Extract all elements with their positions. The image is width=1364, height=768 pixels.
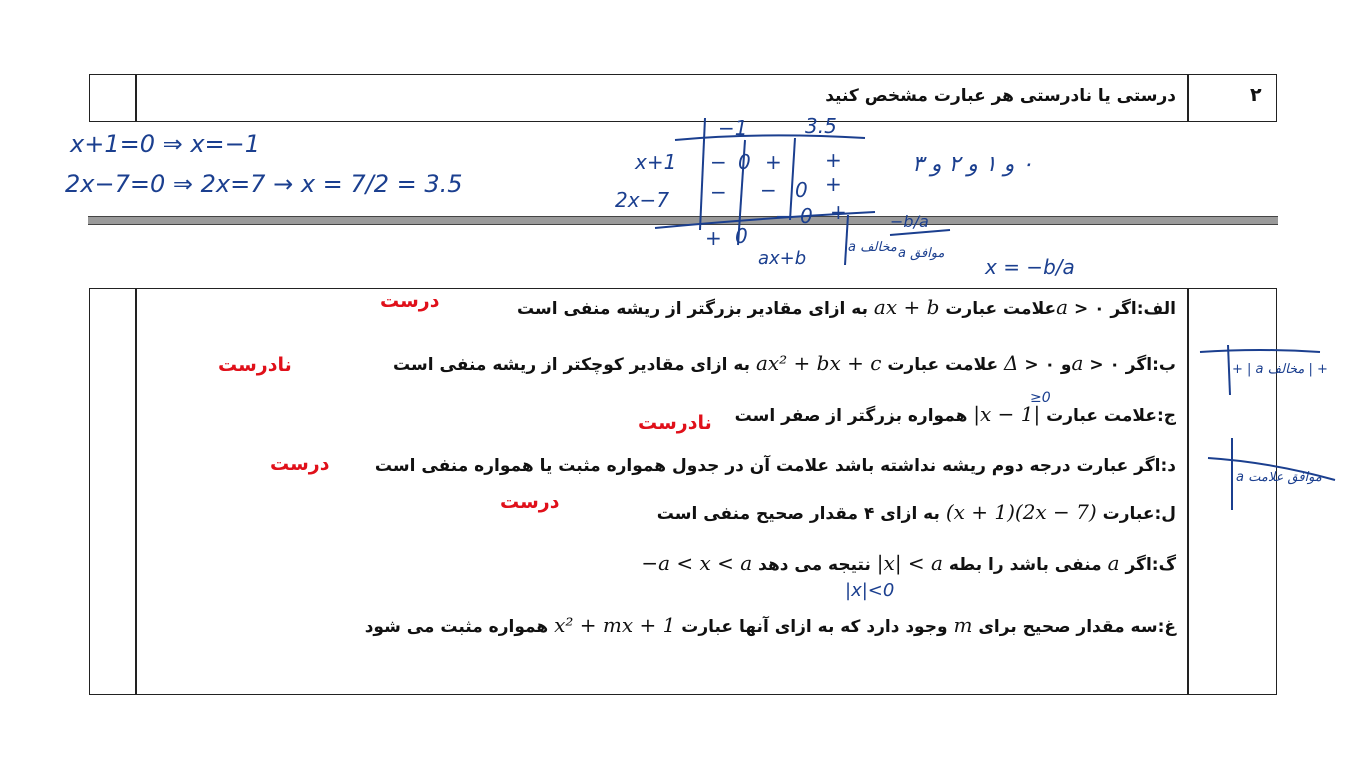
statement-label: د:: [1160, 456, 1176, 476]
verdict-alef: درست: [380, 290, 440, 312]
hw-row1-s2: 0: [738, 150, 751, 174]
hw-row2-s1: −: [710, 180, 727, 204]
statement-label: الف:: [1136, 299, 1176, 319]
margin-line: [1228, 345, 1230, 395]
math: |x − 1|: [973, 402, 1041, 426]
math: Δ: [1004, 351, 1019, 375]
statement-text: به ازای مقادیر کوچکتر از ریشه منفی است: [393, 355, 756, 375]
statement-label: گ:: [1151, 555, 1176, 575]
hw-row2-s3: 0: [795, 178, 808, 202]
question-title: درستی یا نادرستی هر عبارت مشخص کنید: [825, 86, 1176, 106]
statement-text: علامت عبارت: [1040, 406, 1157, 426]
math: (x + 1)(2x − 7): [945, 500, 1097, 524]
hw-row1-label: x+1: [635, 150, 677, 174]
statement-label: غ:: [1157, 617, 1176, 637]
math: a: [1107, 551, 1120, 575]
statement-text: اگر ۰ <: [1083, 355, 1153, 375]
verdict-be: نادرست: [218, 354, 292, 376]
hw-row2-label: 2x−7: [615, 188, 670, 212]
statement-text: منفی باشد را بطه: [942, 555, 1108, 575]
statement-text: به ازای ۴ مقدار صحیح منفی است: [656, 504, 946, 524]
statement-text: به ازای مقادیر بزرگتر از ریشه منفی است: [517, 299, 874, 319]
hw-result-1: +: [705, 226, 722, 250]
hw-note-g: |x|<0: [845, 580, 895, 601]
statement-text: اگر عبارت درجه دوم ریشه نداشته باشد علامت آن در جدول همواره مثبت یا همواره منفی است: [374, 456, 1161, 476]
hw-row2-s4: +: [825, 172, 842, 196]
statement-label: ج:: [1156, 406, 1176, 426]
hw-root-small: −b/a: [890, 212, 929, 231]
sign-table-line: [700, 118, 705, 230]
hw-rule-same: موافق a: [898, 246, 945, 261]
hw-result-5: +: [830, 200, 847, 224]
verdict-lam: درست: [500, 491, 560, 513]
question-number: ۲: [1250, 84, 1262, 106]
verdict-jim: نادرست: [638, 412, 712, 434]
hw-root-formula: x = −b/a: [985, 255, 1075, 279]
hw-result-2: 0: [735, 224, 748, 248]
statement-label: ب:: [1152, 355, 1176, 375]
statement-label: ل:: [1154, 504, 1176, 524]
statement-text: اگر: [1119, 555, 1152, 575]
hw-note-c: ≥0: [1030, 390, 1051, 406]
math: a: [1071, 351, 1084, 375]
verdict-dal: درست: [270, 453, 330, 475]
margin-line: [1200, 350, 1320, 352]
statement-text: و ۰ <: [1018, 355, 1072, 375]
math: x² + mx + 1: [554, 613, 676, 637]
hw-row1-s4: +: [825, 148, 842, 172]
hw-row1-s3: +: [765, 150, 782, 174]
hw-line-2: 2x−7=0 ⇒ 2x=7 → x = 7/2 = 3.5: [65, 170, 463, 198]
hw-result-3: −: [775, 204, 792, 228]
hw-table-h2: 3.5: [805, 114, 837, 138]
hw-margin-table: + | مخالف a | +: [1232, 362, 1328, 377]
statement-text: نتیجه می دهد: [752, 555, 877, 575]
hw-answers: ۰ و ۱ و ۲ و ۳: [912, 152, 1034, 177]
math: ax² + bx + c: [755, 351, 882, 375]
statement-text: همواره بزرگتر از صفر است: [734, 406, 974, 426]
statement-text: اگر ۰ <: [1068, 299, 1137, 319]
hw-table-h1: −1: [718, 116, 748, 140]
hw-row1-s1: −: [710, 150, 727, 174]
statement-text: وجود دارد که به ازای آنها عبارت: [675, 617, 954, 637]
math: −a < x < a: [641, 551, 753, 575]
statement-text: همواره مثبت می شود: [364, 617, 555, 637]
hw-rule-opposite: مخالف a: [848, 240, 897, 255]
statement-text: عبارت: [1096, 504, 1155, 524]
statement-text: سه مقدار صحیح برای: [972, 617, 1158, 637]
statement-text: علامت عبارت: [939, 299, 1057, 319]
hw-row2-s2: −: [760, 178, 777, 202]
math: a: [1056, 295, 1069, 319]
statement-text: علامت عبارت: [881, 355, 1005, 375]
math: ax + b: [873, 295, 940, 319]
hw-margin-note: موافق علامت a: [1236, 470, 1322, 485]
math: m: [953, 613, 973, 637]
math: |x| < a: [876, 551, 943, 575]
hw-rule-expr: ax+b: [758, 248, 807, 269]
hw-result-4: 0: [800, 204, 813, 228]
hw-line-1: x+1=0 ⇒ x=−1: [70, 130, 261, 158]
